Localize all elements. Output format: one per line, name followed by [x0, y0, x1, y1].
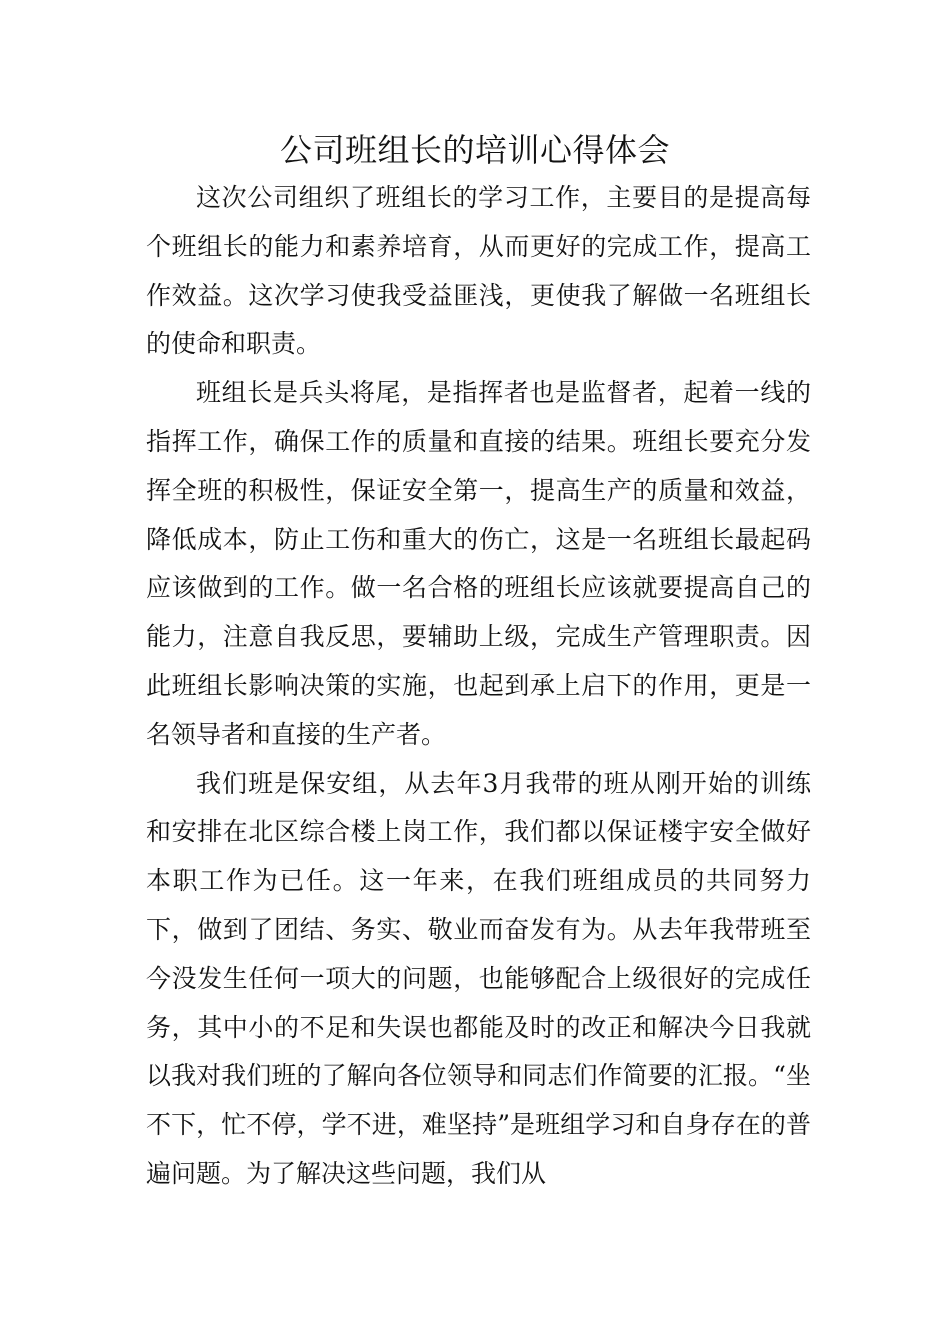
- paragraph-2: 班组长是兵头将尾，是指挥者也是监督者，起着一线的指挥工作，确保工作的质量和直接的结果。班组长要充分发挥全班的积极性，保证安全第一，提高生产的质量和效益，降低成本，防止工伤和重大的伤亡，这是一名班组长最起码应该做到的工作。做一名合格的班组长应该就要提高自己的能力，注意自我反思，要辅助上级，完成生产管理职责。因此班组长影响决策的实施，也起到承上启下的作用，更是一名领导者和直接的生产者。: [146, 378, 811, 749]
- paragraph-1: 这次公司组织了班组长的学习工作，主要目的是提高每个班组长的能力和素养培育，从而更好的完成工作，提高工作效益。这次学习使我受益匪浅，更使我了解做一名班组长的使命和职责。: [146, 183, 811, 359]
- document-body: [146, 174, 811, 1199]
- paragraph-3: 我们班是保安组，从去年3月我带的班从刚开始的训练和安排在北区综合楼上岗工作，我们都以保证楼宇安全做好本职工作为已任。这一年来，在我们班组成员的共同努力下，做到了团结、务实、敬业而奋发有为。从去年我带班至今没发生任何一项大的问题，也能够配合上级很好的完成任务，其中小的不足和失误也都能及时的改正和解决今日我就以我对我们班的了解向各位领导和同志们作简要的汇报。“坐不下，忙不停，学不进，难坚持”是班组学习和自身存在的普遍问题。为了解决这些问题，我们从: [146, 768, 811, 1188]
- document-title: 公司班组长的培训心得体会: [279, 131, 670, 169]
